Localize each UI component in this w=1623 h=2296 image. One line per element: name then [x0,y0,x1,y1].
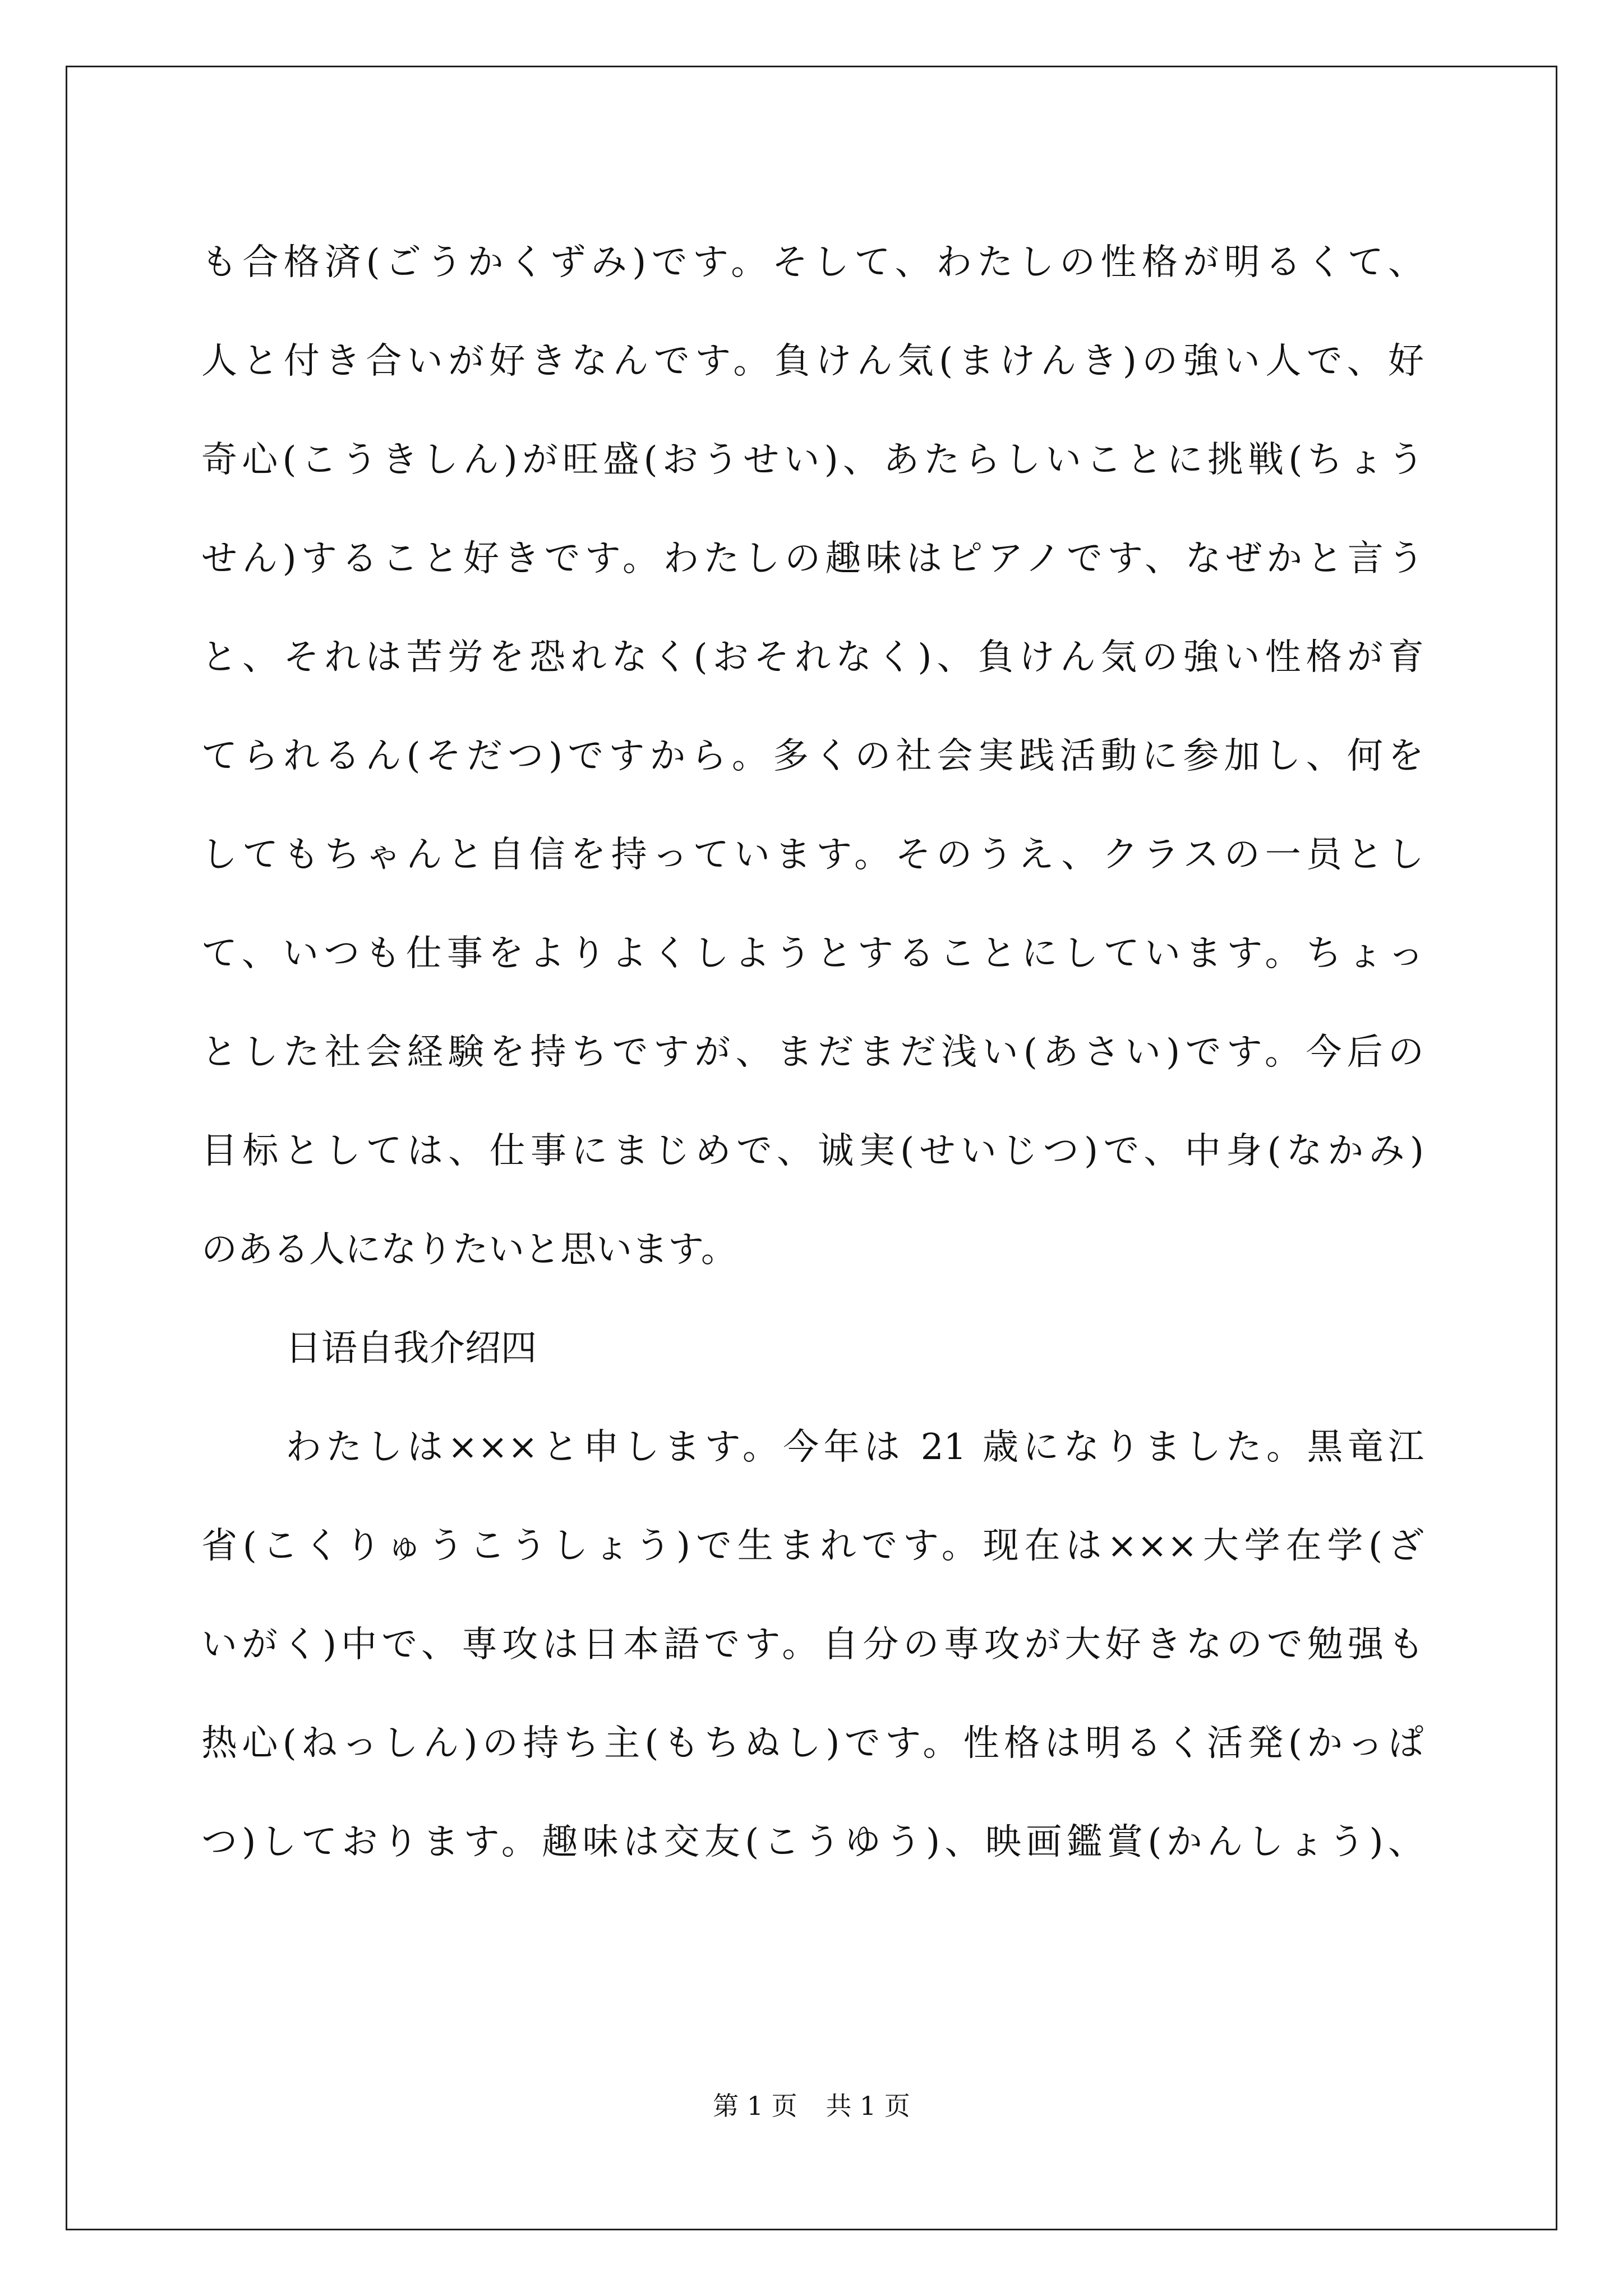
page-number: 第 1 页 [713,2091,797,2121]
paragraph-line: せん)すること好きです。わたしの趣味はピアノです、なぜかと言う [201,538,1424,579]
paragraph-line: 省(こくりゅうこうしょう)で生まれです。现在は×××大学在学(ざ [201,1525,1424,1567]
document-body [201,213,1424,1892]
paragraph-line: とした社会経験を持ちですが、まだまだ浅い(あさい)です。今后の [201,1032,1424,1073]
page-footer [0,2086,1623,2123]
paragraph-line: わたしは×××と申します。今年は 21 歳になりました。黒竜江 [285,1427,1424,1468]
paragraph-line: のある人になりたいと思います。 [201,1229,737,1271]
page-total: 共 1 页 [826,2091,910,2121]
paragraph-line: と、それは苦労を恐れなく(おそれなく)、負けん気の強い性格が育 [201,637,1424,678]
paragraph-line: も合格済(ごうかくずみ)です。そして、わたしの性格が明るくて、 [201,242,1424,283]
paragraph-line: 奇心(こうきしん)が旺盛(おうせい)、あたらしいことに挑戦(ちょう [201,439,1424,481]
paragraph-line: つ)しております。趣味は交友(こうゆう)、映画鑑賞(かんしょう)、 [201,1821,1424,1863]
paragraph-line: 人と付き合いが好きなんです。負けん気(まけんき)の強い人で、好 [201,341,1424,382]
paragraph-line: 热心(ねっしん)の持ち主(もちぬし)です。性格は明るく活発(かっぱ [201,1723,1424,1764]
paragraph-line: てられるん(そだつ)ですから。多くの社会実践活動に参加し、何を [201,735,1424,777]
paragraph-line: 目标としては、仕事にまじめで、诚実(せいじつ)で、中身(なかみ) [201,1130,1424,1172]
paragraph-line: いがく)中で、専攻は日本語です。自分の専攻が大好きなので勉强も [201,1624,1424,1665]
section-heading: 日语自我介绍四 [285,1328,537,1369]
paragraph-line: してもちゃんと自信を持っています。そのうえ、クラスの一员とし [201,834,1424,876]
paragraph-line: て、いつも仕事をよりよくしようとすることにしています。ちょっ [201,933,1424,974]
